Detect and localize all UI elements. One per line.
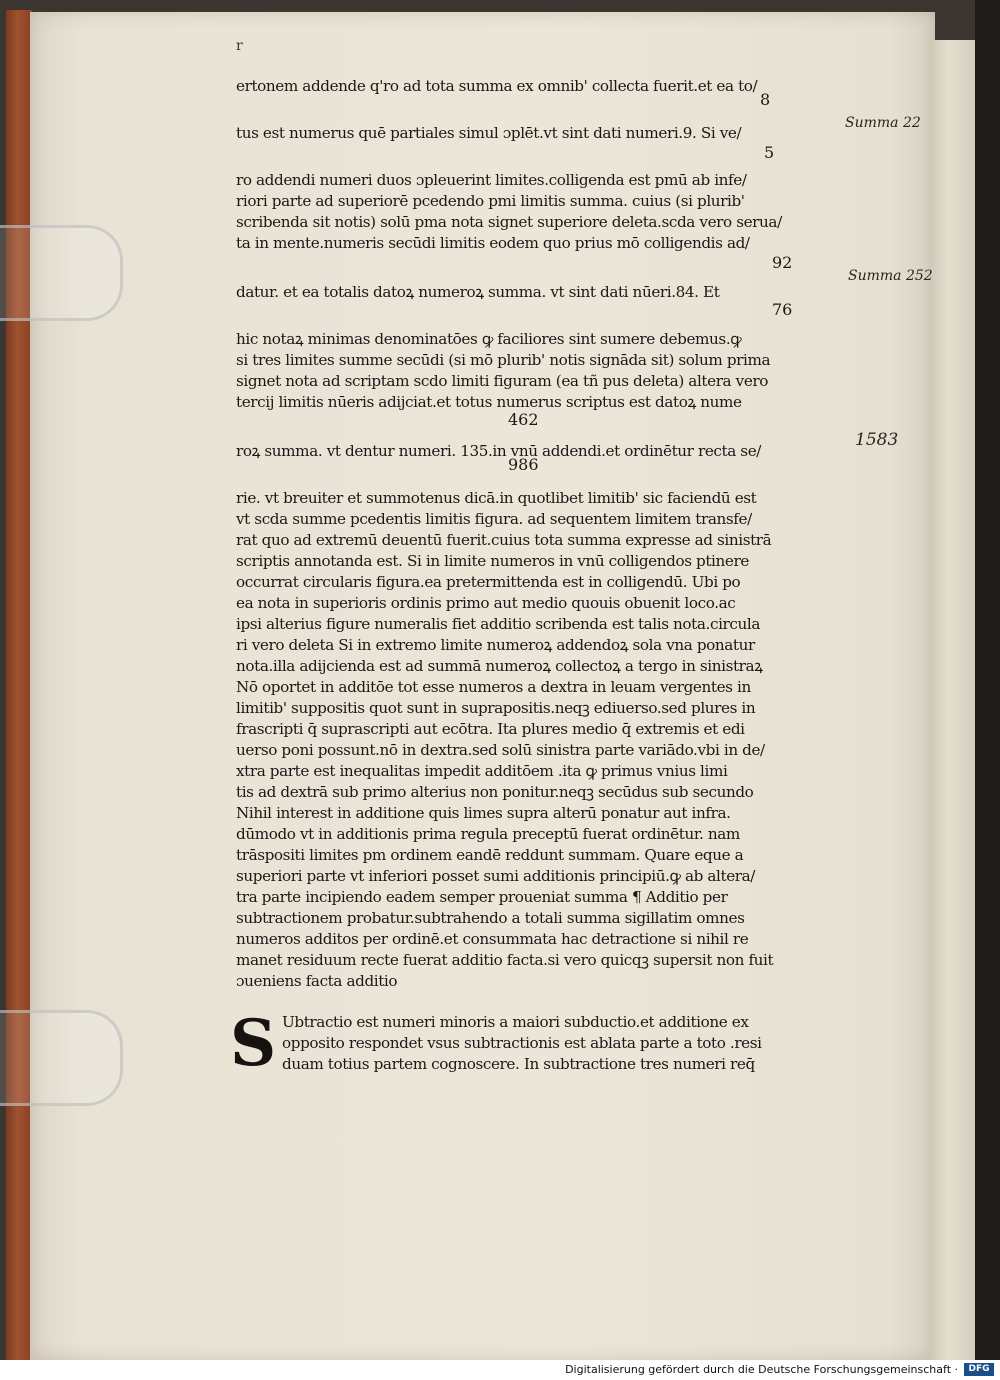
decorated-initial: S: [230, 1006, 276, 1081]
pen-mark: r: [236, 38, 243, 54]
text-line: superiori parte vt inferiori posset sumi additionis principiū.ꝙ ab altera/: [236, 867, 756, 885]
text-line: numeros additos per ordinē.et consummata hac detractione si nihil re: [236, 930, 749, 948]
text-line: hic notaꝝ minimas denominatōes ꝙ faciliores sint sumere debemus.ꝙ: [236, 330, 742, 348]
numeral-76: 76: [772, 300, 793, 319]
subtraction-paragraph: [230, 1006, 851, 1081]
text-line: dūmodo vt in additionis prima regula preceptū fuerat ordinētur. nam: [236, 825, 740, 843]
text-line: Nihil interest in additione quis limes supra alterū ponatur aut infra.: [236, 804, 731, 822]
text-line: datur. et ea totalis datoꝝ numeroꝝ summa. vt sint dati nūeri.84. Et: [236, 283, 720, 301]
text-line: occurrat circularis figura.ea pretermittenda est in colligendū. Ubi po: [236, 573, 741, 591]
text-line: ro addendi numeri duos ɔpleuerint limites.colligenda est pmū ab infe/: [236, 171, 747, 189]
text-line: trāspositi limites pm ordinem eandē reddunt summam. Quare eque a: [236, 846, 744, 864]
main-text: [230, 68, 851, 1081]
text-line: duam totius partem cognoscere. In subtractione tres numeri req̄: [282, 1055, 755, 1073]
footer-bar: [0, 1360, 1000, 1380]
page-clip-bottom: [0, 1010, 123, 1106]
text-line: Nō oportet in additōe tot esse numeros a dextra in leuam vergentes in: [236, 678, 751, 696]
text-line: si tres limites summe secūdi (si mō plurib' notis signāda sit) solum prima: [236, 351, 771, 369]
margin-note-1583: 1583: [855, 430, 899, 450]
text-line: tus est numerus quē partiales simul ɔplēt.vt sint dati numeri.9. Si ve/: [236, 124, 742, 142]
numeral-8: 8: [760, 90, 771, 109]
text-line: ea nota in superioris ordinis primo aut medio quouis obuenit loco.ac: [236, 594, 736, 612]
text-line: rie. vt breuiter et summotenus dicā.in quotlibet limitib' sic faciendū est: [236, 489, 757, 507]
text-line: nota.illa adijcienda est ad summā numeroꝝ collectoꝝ a tergo in sinistraꝝ: [236, 657, 763, 675]
numeral-462: 462: [508, 410, 539, 429]
funding-credit: Digitalisierung gefördert durch die Deutsche Forschungsgemeinschaft ·: [565, 1363, 958, 1376]
text-line: frascripti q̄ suprascripti aut ecōtra. Ita plures medio q̄ extremis et edi: [236, 720, 745, 738]
text-line: tra parte incipiendo eadem semper proueniat summa ¶ Additio per: [236, 888, 728, 906]
margin-note-summa-22: Summa 22: [845, 115, 921, 131]
text-line: xtra parte est inequalitas impedit additōem .ita ꝙ primus vnius limi: [236, 762, 728, 780]
text-line: uerso poni possunt.nō in dextra.sed solū sinistra parte variādo.vbi in de/: [236, 741, 765, 759]
numeral-5: 5: [764, 143, 775, 162]
text-line: Ubtractio est numeri minoris a maiori subductio.et additione ex: [282, 1013, 749, 1031]
text-line: roꝝ summa. vt dentur numeri. 135.in vnū addendi.et ordinētur recta se/: [236, 442, 762, 460]
book-spine: [6, 10, 33, 1360]
right-dark-edge: [975, 0, 1000, 1360]
text-line: signet nota ad scriptam scdo limiti figuram (ea tñ pus deleta) altera vero: [236, 372, 769, 390]
text-line: ipsi alterius figure numeralis fiet additio scribenda est talis nota.circula: [236, 615, 760, 633]
text-line: limitib' suppositis quot sunt in suprapositis.neqꝫ ediuerso.sed plures in: [236, 699, 756, 717]
text-line: riori parte ad superiorē pcedendo pmi limitis summa. cuius (si plurib': [236, 192, 745, 210]
text-line: manet residuum recte fuerat additio facta.si vero quicqꝫ supersit non fuit: [236, 951, 774, 969]
text-line: vt scda summe pcedentis limitis figura. ad sequentem limitem transfe/: [236, 510, 752, 528]
text-line: subtractionem probatur.subtrahendo a totali summa sigillatim omnes: [236, 909, 745, 927]
numeral-92: 92: [772, 253, 793, 272]
text-line: ta in mente.numeris secūdi limitis eodem quo prius mō colligendis ad/: [236, 234, 750, 252]
margin-note-summa-252: Summa 252: [848, 268, 933, 284]
right-page-edge: [930, 40, 978, 1360]
dfg-logo: DFG: [964, 1363, 994, 1376]
text-line: ri vero deleta Si in extremo limite numeroꝝ addendoꝝ sola vna ponatur: [236, 636, 755, 654]
text-line: rat quo ad extremū deuentū fuerit.cuius tota summa expresse ad sinistrā: [236, 531, 772, 549]
text-line: ɔueniens facta additio: [236, 972, 398, 990]
text-line: tis ad dextrā sub primo alterius non ponitur.neqꝫ secūdus sub secundo: [236, 783, 754, 801]
text-line: ertonem addende q'ro ad tota summa ex omnib' collecta fuerit.et ea to/: [236, 77, 758, 95]
text-line: opposito respondet vsus subtractionis est ablata parte a toto .resi: [282, 1034, 762, 1052]
text-line: scribenda sit notis) solū pma nota signet superiore deleta.scda vero serua/: [236, 213, 782, 231]
numeral-986: 986: [508, 455, 539, 474]
text-line: tercij limitis nūeris adijciat.et totus numerus scriptus est datoꝝ nume: [236, 393, 742, 411]
text-line: scriptis annotanda est. Si in limite numeros in vnū colligendos ptinere: [236, 552, 749, 570]
page-clip-top: [0, 225, 123, 321]
